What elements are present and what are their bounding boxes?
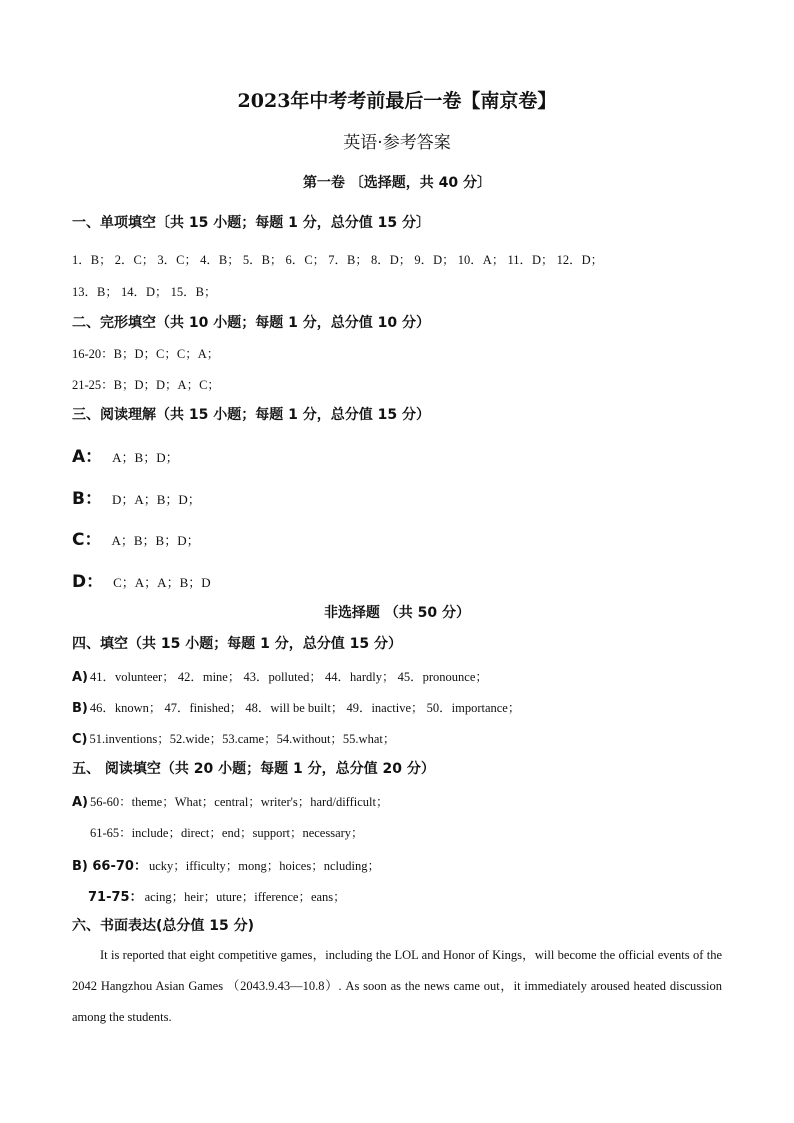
section-5-b-line-2 — [88, 886, 346, 905]
section-5-a-line-1 — [72, 792, 388, 810]
reading-b-text: D；A；B；D； — [111, 492, 201, 507]
section-5-a-label: A) — [72, 795, 89, 810]
section-4-b-label: B) — [72, 701, 88, 716]
reading-c-answers — [72, 525, 200, 550]
page-subtitle: 英语·参考答案 — [343, 133, 451, 153]
section-4-a-label: A) — [72, 670, 89, 685]
section-5-b-label-2: 71-75： — [88, 890, 143, 905]
section-4-a-line — [72, 667, 488, 685]
section-1-heading: 一、单项填空〔共 15 小题；每题 1 分，总分值 15 分〕 — [72, 215, 430, 231]
section-4-a-text: 41．volunteer； 42．mine； 43．polluted； 44．hardly； 45．pronounce； — [90, 670, 488, 684]
section-5-a-line-2: 61-65：include；direct；end；support；necessary； — [90, 826, 364, 840]
section-1-answers-line-1: 1．B； 2．C； 3．C； 4．B； 5．B； 6．C； 7．B； 8．D； 9．D； 10．A； 11．D； 12．D； — [72, 253, 604, 267]
writing-paragraph: It is reported that eight competitive games，including the LOL and Honor of Kings，will become the official events of the 2042 Hangzhou Asian Games （2043.9.43—10.8）. As soon as the news came out，it immediately aroused heated discussion among the students. — [72, 948, 722, 1024]
reading-a-answers — [72, 442, 179, 467]
section-4-b-line — [72, 698, 520, 716]
section-2-answers-line-1: 16-20：B；D；C；C；A； — [72, 347, 220, 361]
part-one-heading: 第一卷 〔选择题，共 40 分〕 — [302, 175, 492, 191]
section-2-answers-line-2: 21-25：B；D；D；A；C； — [72, 378, 220, 392]
reading-c-text: A；B；B；D； — [111, 533, 200, 548]
reading-d-answers — [72, 567, 211, 592]
section-1-answers-line-2: 13．B； 14．D； 15．B； — [72, 285, 217, 299]
section-5-b-line-1 — [72, 855, 380, 874]
reading-a-text: A；B；D； — [112, 450, 179, 465]
reading-c-label: C： — [72, 530, 102, 550]
section-5-b-text-2: acing；heir；uture；ifference；eans； — [144, 890, 346, 904]
section-5-b-label-1: B) 66-70： — [72, 859, 147, 874]
reading-d-text: C；A；A；B；D — [113, 575, 211, 590]
section-5-heading: 五、 阅读填空（共 20 小题；每题 1 分，总分值 20 分） — [72, 761, 435, 777]
page-title: 2023年中考考前最后一卷【南京卷】 — [237, 90, 557, 112]
section-4-c-label: C) — [72, 732, 88, 747]
section-6-heading: 六、书面表达(总分值 15 分) — [72, 918, 255, 934]
section-5-a-text-1: 56-60：theme；What；central；writer's；hard/difficult； — [90, 795, 389, 809]
section-3-heading: 三、阅读理解（共 15 小题；每题 1 分，总分值 15 分） — [72, 407, 430, 423]
reading-d-label: D： — [72, 572, 104, 592]
section-5-b-text-1: ucky；ifficulty；mong；hoices；ncluding； — [148, 859, 380, 873]
section-4-c-text: 51.inventions；52.wide；53.came；54.without；55.what； — [89, 732, 396, 746]
section-2-heading: 二、完形填空（共 10 小题；每题 1 分，总分值 10 分） — [72, 315, 430, 331]
reading-b-label: B： — [72, 489, 102, 509]
part-two-heading: 非选择题 （共 50 分） — [323, 605, 471, 621]
section-4-b-text: 46．known； 47．finished； 48．will be built； 49．inactive； 50．importance； — [89, 701, 521, 715]
reading-a-label: A： — [72, 447, 103, 467]
section-4-c-line — [72, 729, 395, 747]
reading-b-answers — [72, 484, 201, 509]
section-4-heading: 四、填空（共 15 小题；每题 1 分，总分值 15 分） — [72, 636, 402, 652]
